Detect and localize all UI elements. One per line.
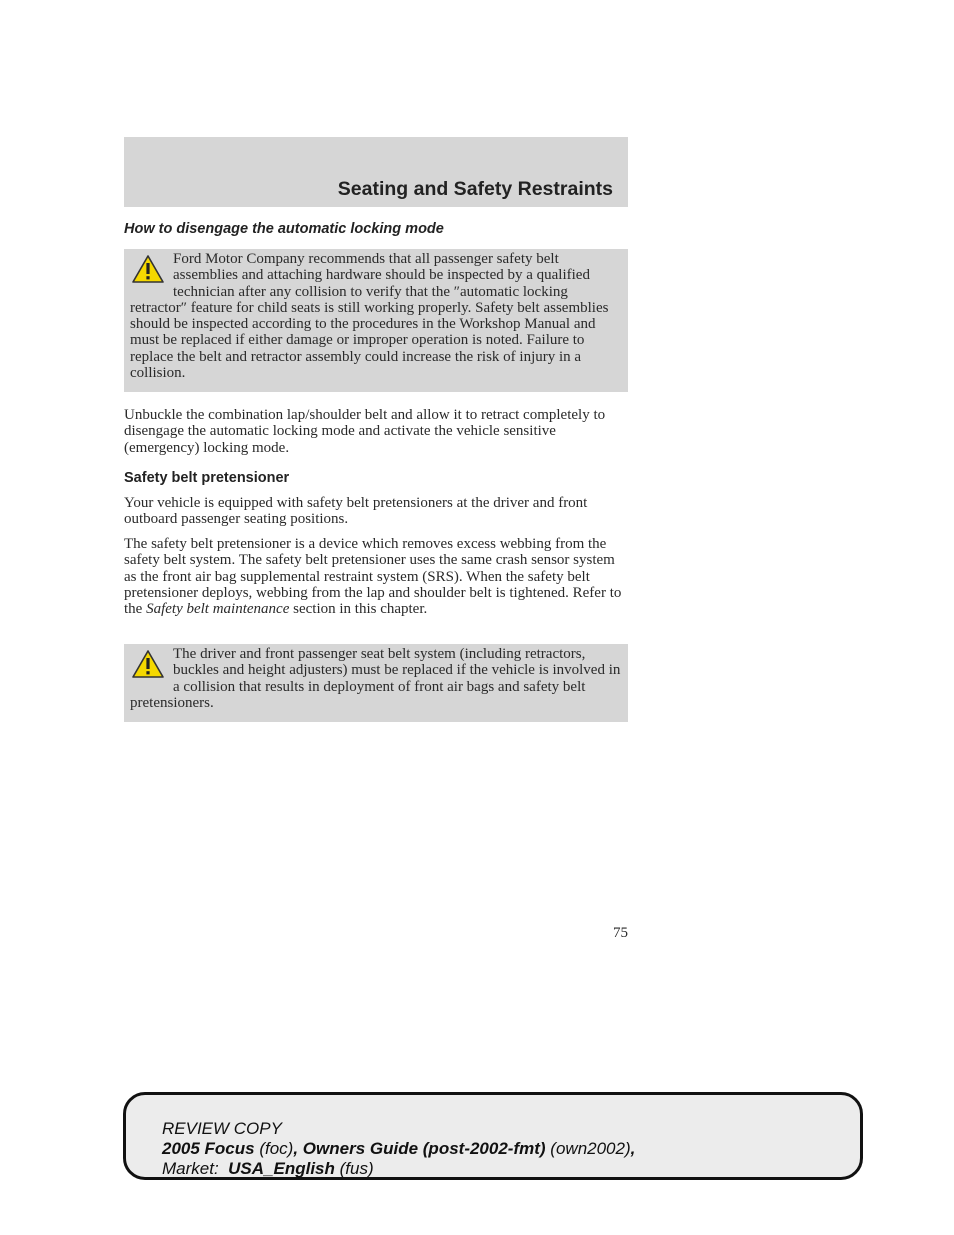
footer-review-line bbox=[162, 1119, 860, 1139]
footer-model-code: (foc) bbox=[259, 1139, 294, 1158]
warning-box-replacement bbox=[124, 644, 628, 722]
paragraph-pretensioner-description bbox=[124, 536, 624, 617]
footer-model-line bbox=[162, 1139, 860, 1159]
footer-separator: , bbox=[293, 1139, 303, 1158]
cross-reference-safety-belt-maintenance: Safety belt maintenance bbox=[146, 601, 290, 618]
paragraph-text-end: section in this chapter. bbox=[289, 601, 428, 618]
footer-guide-code: (own2002) bbox=[550, 1139, 631, 1158]
paragraph-text-start: The safety belt pretensioner is a device which removes excess webbing from the safety belt system. The safety belt pretensioner uses the same crash sensor system as the front air bag supplemental restraint system (SRS). When the safety belt pretensioner deploys, webbing from the lap and shoulder belt is tightened. Refer to the bbox=[124, 536, 622, 618]
warning-triangle-icon bbox=[131, 649, 165, 679]
page-number: 75 bbox=[613, 925, 628, 941]
chapter-header-band bbox=[124, 137, 628, 207]
footer-market-line bbox=[162, 1159, 860, 1179]
review-copy-footer bbox=[123, 1092, 863, 1180]
footer-market-code: (fus) bbox=[339, 1159, 374, 1178]
paragraph-pretensioner-equipped: Your vehicle is equipped with safety belt pretensioners at the driver and front outboard passenger seating positions. bbox=[124, 495, 588, 528]
section-heading-pretensioner: Safety belt pretensioner bbox=[124, 470, 290, 486]
chapter-title: Seating and Safety Restraints bbox=[337, 178, 613, 200]
footer-review-label: REVIEW COPY bbox=[162, 1119, 282, 1138]
section-heading-locking-mode: How to disengage the automatic locking mode bbox=[124, 221, 444, 237]
footer-separator-2: , bbox=[630, 1139, 636, 1158]
footer-guide: Owners Guide (post-2002-fmt) bbox=[302, 1139, 546, 1158]
footer-market: USA_English bbox=[228, 1159, 335, 1178]
warning-box-inspection bbox=[124, 249, 628, 392]
warning-triangle-icon bbox=[131, 254, 165, 284]
footer-model: 2005 Focus bbox=[162, 1139, 255, 1158]
paragraph-unbuckle: Unbuckle the combination lap/shoulder belt and allow it to retract completely to disengage the automatic locking mode and activate the vehicle sensitive (emergency) locking mode. bbox=[124, 407, 606, 456]
footer-market-label: Market: bbox=[162, 1159, 219, 1178]
warning-text-inspection: Ford Motor Company recommends that all passenger safety belt assemblies and attaching hardware should be inspected by a qualified technician after any collision to verify that the ″automatic locking retractor″ feature for child seats is still working properly. Safety belt assemblies should be inspected according to the procedures in the Workshop Manual and must be replaced if either damage or improper operation is noted. Failure to replace the belt and retractor assembly could increase the risk of injury in a collision. bbox=[130, 251, 609, 382]
warning-text-replacement: The driver and front passenger seat belt system (including retractors, buckles and height adjusters) must be replaced if the vehicle is involved in a collision that results in deployment of front air bags and safety belt pretensioners. bbox=[130, 646, 621, 711]
